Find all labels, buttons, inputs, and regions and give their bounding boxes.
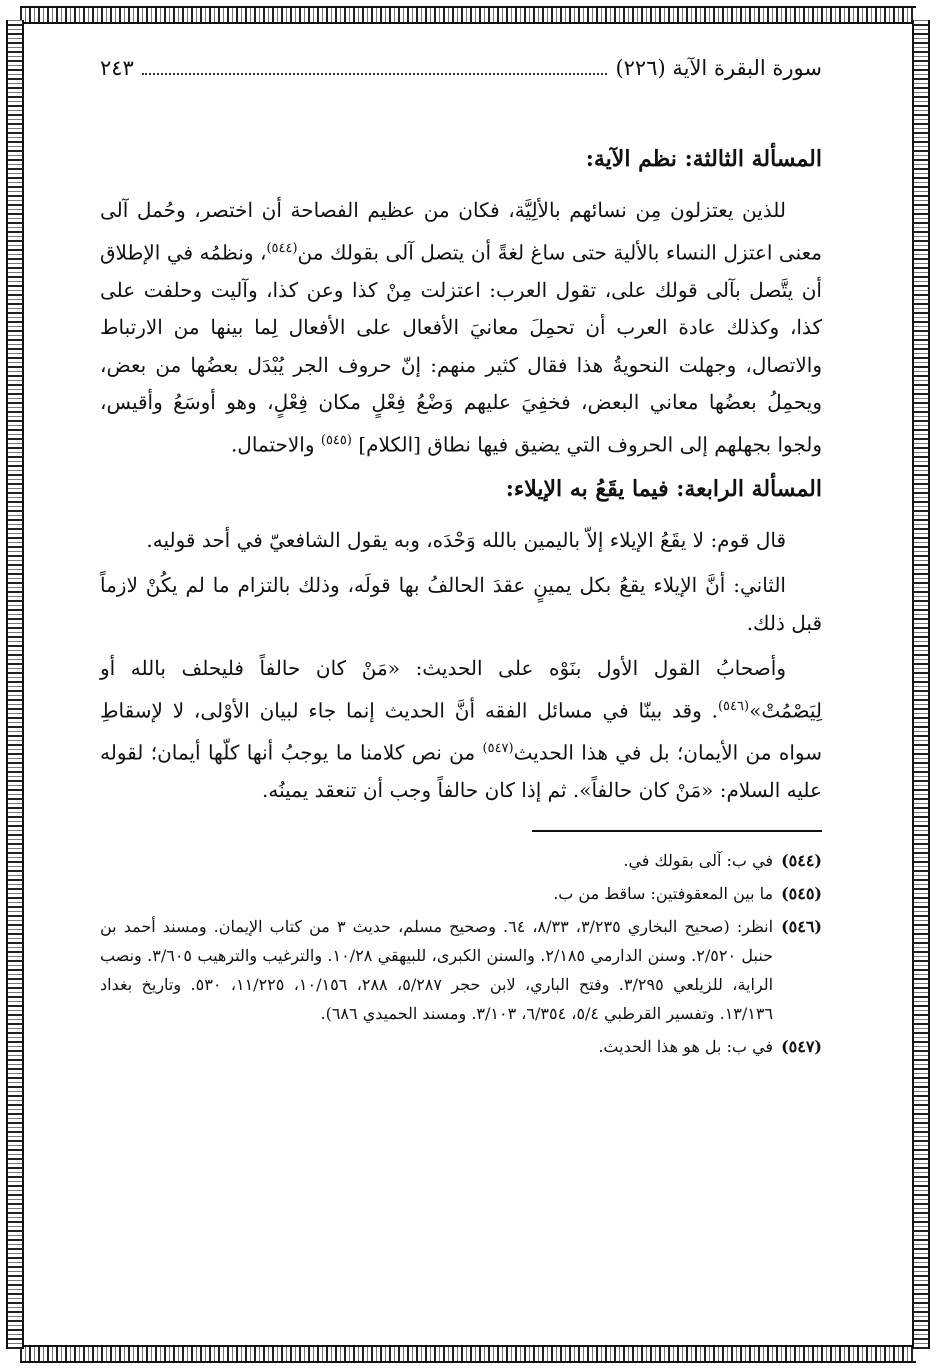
footnote-546 [100,912,822,1028]
section-4-paragraph-3 [100,650,822,809]
footnote-number: (٥٤٧) [781,1036,822,1056]
footnote-ref-547[interactable]: (٥٤٧) [482,740,514,756]
footnote-ref-544[interactable]: (٥٤٤) [266,240,298,256]
footnote-number: (٥٤٤) [781,850,822,870]
footnote-text: انظر: (صحيح البخاري ٣/٢٣٥، ٨/٣٣، ٦٤. وصحيح مسلم، حديث ٣ من كتاب الإيمان. ومسند أحمد بن حنبل ٢/٥٢٠. وسنن الدارمي ٢/١٨٥. والسنن الكبرى، للبيهقي ١٠/٢٨. والترغيب والترهيب ٣/٦٠٥. ونصب الراية، للزيلعي ٣/٢٩٥. وفتح الباري، لابن حجر ٥/٢٨٧، ٢٨٨، ١٠/١٥٦، ١١/٢٢٥، ٥٣٠. وتاريخ بغداد ١٣/١٣٦. وتفسير القرطبي ٥/٤، ٦/٣٥٤، ٣/١٠٣. ومسند الحميدي ٦٨٦). [100,916,774,1023]
border-left [6,20,24,1349]
footnote-ref-545[interactable]: (٥٤٥) [320,432,352,448]
section-3-text-b: ، ونظمُه في الإطلاق أن يتَّصل بآلى قولك على، تقول العرب: اعتزلت مِنْ كذا وعن كذا، وآليت وحلفت على كذا، وكذلك عادة العرب أن تحمِلَ معانيَ الأفعال على الأفعال لِما بينها من الارتباط والاتصال، وجهلت النحويةُ هذا فقال كثير منهم: إنّ حروف الجر يُبْدَل بعضُها من بعض، ويحمِلُ بعضُها معاني البعض، فخفِيَ عليهم وَضْعُ فِعْلٍ مكان فِعْلٍ، وهو أوسَعُ وأقيس، ولجوا بجهلهم إلى الحروف التي يضيق فيها نطاق [الكلام] [100,240,822,457]
header-title: سورة البقرة الآية (٢٢٦) [615,56,822,80]
section-4-p3-text-b: . وقد بينّا في مسائل الفقه أنَّ الحديث إنما جاء لبيان الأوْلى، لا لإسقاطِ سواه من الأيمان؛ بل في هذا الحديث [100,698,823,765]
footnote-number: (٥٤٦) [781,916,822,936]
footnote-545 [100,879,822,908]
footnote-544 [100,846,822,875]
section-3-heading: المسألة الثالثة: نظم الآية: [585,146,822,172]
border-right [912,20,930,1349]
footnote-ref-546[interactable]: (٥٤٦) [717,698,750,714]
footnote-text: في ب: آلى بقولك في. [623,850,774,870]
header-leader-dots [142,73,608,75]
footnotes [100,846,822,1061]
footnote-separator [532,830,822,832]
page-content [100,56,822,1065]
page-number: ٢٤٣ [100,56,134,80]
border-bottom [20,1345,916,1363]
border-top [20,6,916,24]
section-3-paragraph [100,192,822,464]
section-4-paragraph-1: قال قوم: لا يقَعُ الإيلاء إلاّ باليمين بالله وَحْدَه، وبه يقول الشافعيّ في أحد قوليه. [146,527,786,552]
running-header [100,56,822,96]
footnote-text: في ب: بل هو هذا الحديث. [598,1036,774,1056]
footnote-number: (٥٤٥) [781,883,822,903]
section-4-paragraph-2: الثاني: أنَّ الإيلاء يقعُ بكل يمينٍ عقدَ الحالفُ بها قولَه، وذلك بالتزام ما لم يكُنْ لازماً قبل ذلك. [100,573,822,635]
section-3-text-c: والاحتمال. [230,432,315,457]
footnote-text: ما بين المعقوفتين: ساقط من ب. [553,883,774,903]
section-4-p3-text-a: وأصحابُ القول الأول بنَوْه على الحديث: «مَنْ كان حالفاً فليحلف بالله أو لِيَصْمُتْ» [100,656,822,723]
section-3-text-a: للذين يعتزلون مِن نسائهم بالألِيَّة، فكان من عظيم الفصاحة أن اختصر، وحُمل آلى معنى اعتزل النساء بالألية حتى ساغ لغةً أن يتصل آلى بقولك من [100,198,822,265]
section-4-p3-text-c: من نص كلامنا ما يوجبُ أنها كلّها أيمان؛ لقوله عليه السلام: «مَنْ كان حالفاً». ثم إذا كان حالفاً وجب أن تنعقد يمينُه. [100,740,822,803]
section-4-heading: المسألة الرابعة: فيما يقَعُ به الإيلاء: [505,475,822,502]
footnote-547 [100,1032,822,1061]
